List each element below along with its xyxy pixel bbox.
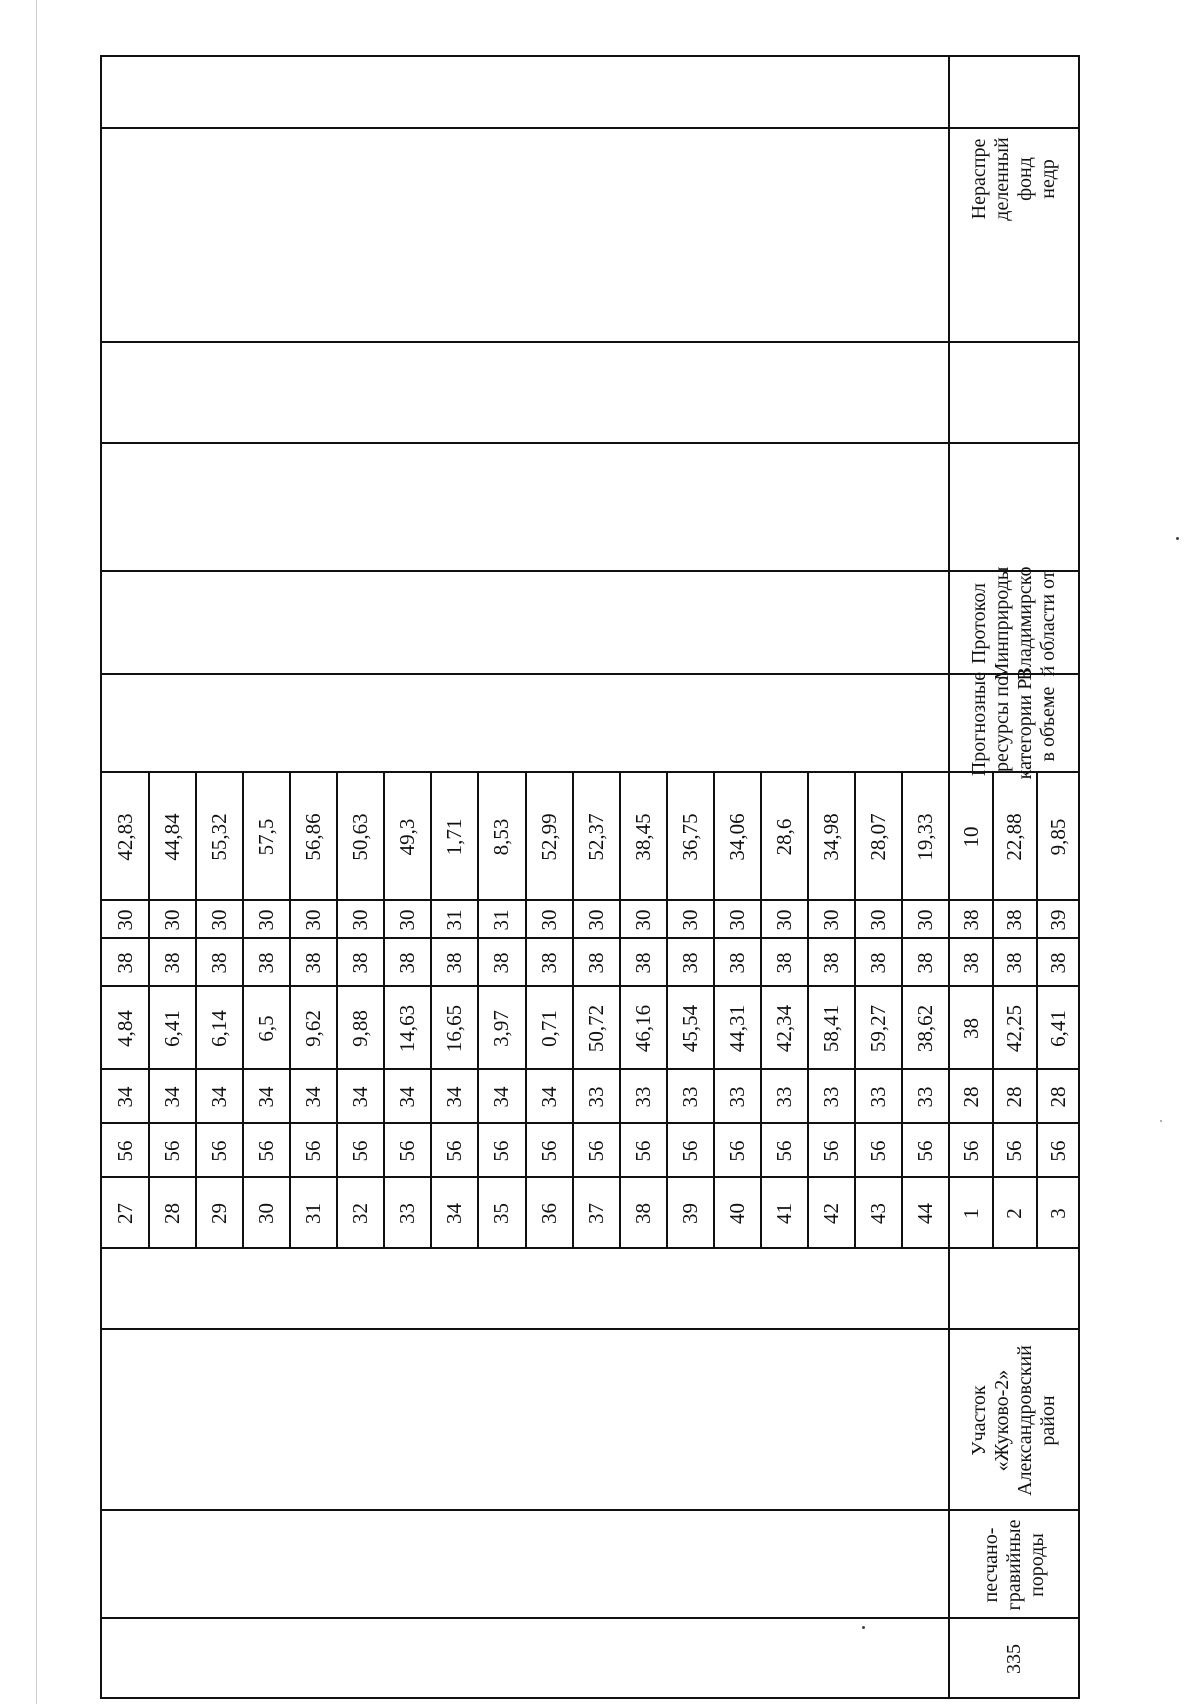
table-cell: 56 [959, 1140, 984, 1162]
table-cell: 34,06 [724, 813, 749, 861]
table-cell: 56 [1045, 1140, 1070, 1162]
table-cell: 38 [630, 952, 655, 974]
table-cell: 38 [301, 952, 326, 974]
table-cell: 6,41 [160, 1010, 185, 1047]
table-cell: 31 [301, 1203, 326, 1224]
table-cell: 33 [677, 1086, 702, 1108]
table-cell: 30 [395, 909, 420, 931]
table-cell: 30 [771, 909, 796, 931]
table-cell: 34 [536, 1086, 561, 1108]
table-cell: 33 [395, 1203, 420, 1224]
table-cell: 28 [1045, 1086, 1070, 1108]
table-cell: 0,71 [536, 1010, 561, 1047]
table-cell: 56 [724, 1140, 749, 1162]
table-cell: 33 [630, 1086, 655, 1108]
table-cell: 38 [395, 952, 420, 974]
table-cell: 38 [1002, 952, 1027, 974]
table-cell: 30 [254, 1203, 279, 1224]
col-rule [100, 341, 1080, 343]
table-cell: 33 [865, 1086, 890, 1108]
table-cell: 36,75 [677, 813, 702, 861]
col-rule [100, 1509, 1080, 1511]
scan-speck [1160, 1120, 1162, 1122]
table-cell: 38 [724, 952, 749, 974]
table-cell: 38 [865, 952, 890, 974]
protocol-cell: Протокол Минприроды Владимирско й области от [968, 566, 1059, 681]
table-cell: 56 [442, 1140, 467, 1162]
table-cell: 56 [489, 1140, 514, 1162]
table-cell: 30 [630, 909, 655, 931]
table-cell: 42 [818, 1203, 843, 1224]
table-cell: 56 [912, 1140, 937, 1162]
table-cell: 38 [959, 909, 984, 931]
table-border-left [100, 1697, 1080, 1699]
table-cell: 38 [959, 952, 984, 974]
table-cell: 55,32 [207, 813, 232, 861]
rotated-resource-table [100, 55, 1080, 1699]
table-cell: 34 [207, 1086, 232, 1108]
col-rule [100, 570, 1080, 572]
table-cell: 56 [254, 1140, 279, 1162]
table-cell: 6,41 [1045, 1010, 1070, 1047]
table-cell: 30 [113, 909, 138, 931]
status-cell: Нераспре деленный фонд недр [968, 137, 1059, 221]
table-cell: 3,97 [489, 1010, 514, 1047]
table-cell: 30 [818, 909, 843, 931]
table-cell: 33 [771, 1086, 796, 1108]
col-rule [100, 1328, 1080, 1330]
table-cell: 34 [301, 1086, 326, 1108]
table-cell: 30 [348, 909, 373, 931]
table-cell: 4,84 [113, 1010, 138, 1047]
table-cell: 38 [489, 952, 514, 974]
table-cell: 22,88 [1002, 813, 1027, 861]
table-cell: 56 [301, 1140, 326, 1162]
table-cell: 34 [254, 1086, 279, 1108]
table-cell: 57,5 [254, 818, 279, 856]
table-cell: 46,16 [630, 1004, 655, 1053]
table-cell: 34 [442, 1203, 467, 1224]
col-rule [100, 673, 1080, 675]
rock-type-cell: песчано- гравийные породы [979, 1519, 1048, 1611]
table-cell: 43 [865, 1203, 890, 1224]
table-cell: 58,41 [818, 1004, 843, 1053]
table-cell: 34 [489, 1086, 514, 1108]
table-cell: 38 [536, 952, 561, 974]
table-cell: 9,88 [348, 1010, 373, 1047]
table-cell: 44,31 [724, 1004, 749, 1053]
table-cell: 14,63 [395, 1004, 420, 1053]
table-cell: 44 [912, 1203, 937, 1224]
table-cell: 38 [771, 952, 796, 974]
table-cell: 9,62 [301, 1010, 326, 1047]
table-cell: 1 [959, 1208, 984, 1219]
table-cell: 28,07 [865, 813, 890, 861]
table-cell: 38,62 [912, 1004, 937, 1053]
table-cell: 42,25 [1002, 1004, 1027, 1053]
table-cell: 40 [724, 1203, 749, 1224]
table-cell: 34 [442, 1086, 467, 1108]
table-cell: 16,65 [442, 1004, 467, 1053]
table-cell: 10 [959, 826, 984, 848]
table-cell: 38 [442, 952, 467, 974]
col-rule [100, 1617, 1080, 1619]
table-cell: 34 [348, 1086, 373, 1108]
table-cell: 39 [677, 1203, 702, 1224]
table-cell: 38 [1002, 909, 1027, 931]
table-cell: 38 [630, 1203, 655, 1224]
table-cell: 30 [912, 909, 937, 931]
table-cell: 42,83 [113, 813, 138, 861]
table-cell: 38 [348, 952, 373, 974]
table-cell: 30 [677, 909, 702, 931]
table-cell: 3 [1045, 1208, 1070, 1219]
table-cell: 6,5 [254, 1015, 279, 1042]
table-cell: 52,37 [583, 813, 608, 861]
table-cell: 35 [489, 1203, 514, 1224]
table-cell: 56 [865, 1140, 890, 1162]
table-cell: 33 [818, 1086, 843, 1108]
table-cell: 9,85 [1045, 818, 1070, 856]
table-cell: 38 [583, 952, 608, 974]
record-number: 335 [1002, 1644, 1025, 1674]
table-cell: 34,98 [818, 813, 843, 861]
table-cell: 30 [583, 909, 608, 931]
table-cell: 30 [301, 909, 326, 931]
table-cell: 30 [536, 909, 561, 931]
table-cell: 37 [583, 1203, 608, 1224]
table-cell: 56 [160, 1140, 185, 1162]
table-cell: 30 [865, 909, 890, 931]
table-cell: 30 [160, 909, 185, 931]
table-cell: 28 [1002, 1086, 1027, 1108]
table-cell: 56 [207, 1140, 232, 1162]
resources-cell: Прогнозные ресурсы по категории Р3 в объеме [968, 668, 1059, 780]
table-cell: 56 [583, 1140, 608, 1162]
table-cell: 31 [489, 909, 514, 931]
table-cell: 56 [1002, 1140, 1027, 1162]
table-cell: 34 [113, 1086, 138, 1108]
table-cell: 50,72 [583, 1004, 608, 1053]
table-cell: 52,99 [536, 813, 561, 861]
table-cell: 38 [1045, 952, 1070, 974]
table-cell: 30 [207, 909, 232, 931]
table-cell: 45,54 [677, 1004, 702, 1053]
table-cell: 56 [677, 1140, 702, 1162]
table-cell: 36 [536, 1203, 561, 1224]
table-cell: 56,86 [301, 813, 326, 861]
table-cell: 33 [724, 1086, 749, 1108]
table-cell: 30 [724, 909, 749, 931]
scan-speck [1176, 537, 1179, 540]
table-cell: 31 [442, 909, 467, 931]
table-cell: 38 [818, 952, 843, 974]
table-cell: 6,14 [207, 1010, 232, 1047]
table-cell: 1,71 [442, 818, 467, 856]
table-cell: 59,27 [865, 1004, 890, 1053]
table-cell: 56 [818, 1140, 843, 1162]
table-cell: 56 [395, 1140, 420, 1162]
table-cell: 39 [1045, 909, 1070, 931]
table-cell: 49,3 [395, 818, 420, 856]
table-cell: 56 [630, 1140, 655, 1162]
col-rule [100, 127, 1080, 129]
table-cell: 38 [959, 1018, 984, 1039]
table-cell: 29 [207, 1203, 232, 1224]
table-cell: 56 [113, 1140, 138, 1162]
scan-edge-line [36, 0, 37, 1704]
table-cell: 30 [254, 909, 279, 931]
table-cell: 44,84 [160, 813, 185, 861]
table-cell: 38,45 [630, 813, 655, 861]
table-cell: 32 [348, 1203, 373, 1224]
table-cell: 41 [771, 1203, 796, 1224]
table-cell: 8,53 [489, 818, 514, 856]
table-cell: 38 [207, 952, 232, 974]
table-cell: 38 [912, 952, 937, 974]
table-cell: 28,6 [771, 818, 796, 856]
table-cell: 56 [771, 1140, 796, 1162]
site-name-cell: Участок «Жуково-2» Александровский район [968, 1345, 1059, 1496]
col-rule [100, 442, 1080, 444]
table-cell: 33 [583, 1086, 608, 1108]
table-cell: 34 [395, 1086, 420, 1108]
table-cell: 38 [254, 952, 279, 974]
table-cell: 38 [160, 952, 185, 974]
table-cell: 38 [677, 952, 702, 974]
table-cell: 28 [160, 1203, 185, 1224]
table-cell: 33 [912, 1086, 937, 1108]
table-cell: 56 [536, 1140, 561, 1162]
table-cell: 28 [959, 1086, 984, 1108]
table-cell: 38 [113, 952, 138, 974]
table-cell: 34 [160, 1086, 185, 1108]
table-cell: 27 [113, 1203, 138, 1224]
table-cell: 50,63 [348, 813, 373, 861]
table-cell: 2 [1002, 1208, 1027, 1219]
table-cell: 56 [348, 1140, 373, 1162]
table-cell: 19,33 [912, 813, 937, 861]
table-cell: 42,34 [771, 1004, 796, 1053]
table-border-right [100, 55, 1080, 57]
